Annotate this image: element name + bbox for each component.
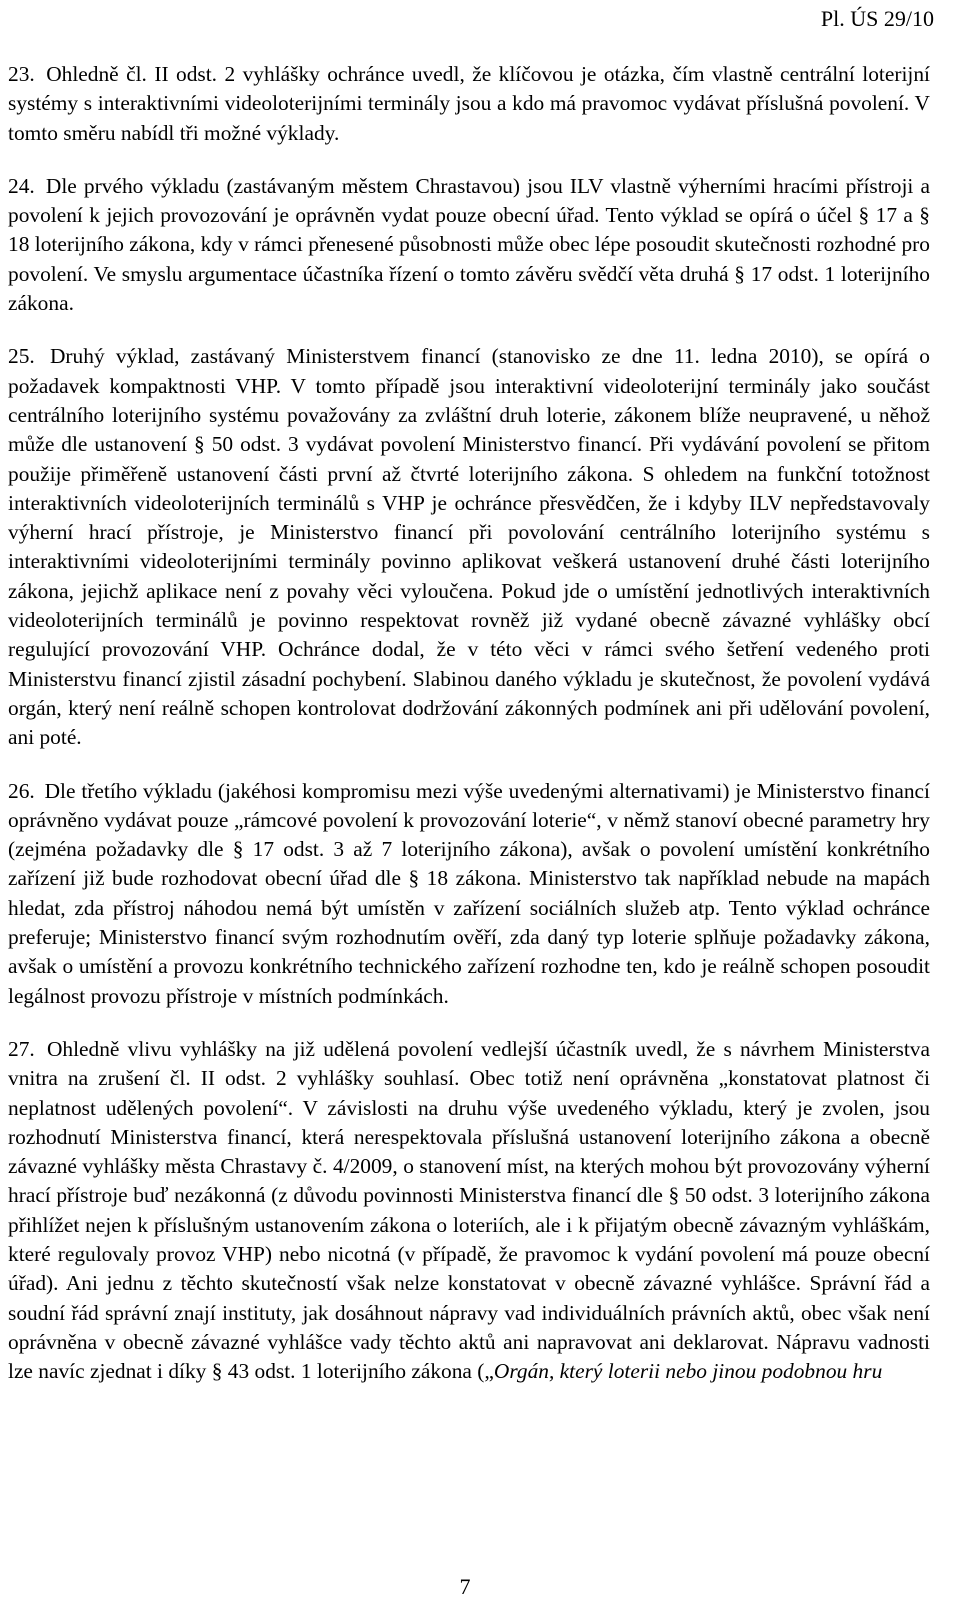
paragraph-number: 24. xyxy=(8,173,35,198)
paragraph-text: Ohledně vlivu vyhlášky na již udělená povolení vedlejší účastník uvedl, že s návrhem Ministerstva vnitra na zrušení čl. II odst. 2 vyhlášky souhlasí. Obec totiž není oprávněna „konstatovat platnost či neplatnost udělených povolení“. V závislosti na druhu výše uvedeného výkladu, který je zvolen, jsou rozhodnutí Ministerstva financí, která nerespektovala příslušná ustanovení loterijního zákona a obecně závazné vyhlášky města Chrastavy č. 4/2009, o stanovení míst, na kterých mohou být provozovány výherní hrací přístroje buď nezákonná (z důvodu povinnosti Ministerstva financí dle § 50 odst. 3 loterijního zákona přihlížet nejen k příslušným ustanovením zákona o loteriích, ale i k přijatým obecně závazným vyhláškám, které regulovaly provoz VHP) nebo nicotná (v případě, že pravomoc k vydání povolení má pouze obecní úřad). Ani jednu z těchto skutečností však nelze konstatovat v obecně závazné vyhlášce. Správní řád a soudní řád správní znají instituty, jak dosáhnout nápravy vad individuálních právních aktů, obec však není oprávněna v obecně závazné vyhlášce vady těchto aktů ani napravovat ani deklarovat. Nápravu vadnosti lze navíc zjednat i díky § 43 odst. 1 loterijního zákona („ xyxy=(8,1036,930,1384)
paragraph-text: Druhý výklad, zastávaný Ministerstvem financí (stanovisko ze dne 11. ledna 2010), se opírá o požadavek kompaktnosti VHP. V tomto případě jsou interaktivní videoloterijní terminály jako součást centrálního loterijního systému považovány za zvláštní druh loterie, zákonem blíže neupravené, u něhož může dle ustanovení § 50 odst. 3 vydávat povolení Ministerstvo financí. Při vydávání povolení se přitom použije přiměřeně ustanovení části první až čtvrté loterijního zákona. S ohledem na funkční totožnost interaktivních videoloterijních terminálů s VHP je ochránce přesvědčen, že i kdyby ILV nepředstavovaly výherní hrací přístroje, je Ministerstvo financí při povolování centrálního loterijního systému s interaktivními videoloterijními terminály povinno aplikovat veškerá ustanovení druhé části loterijního zákona, jejichž aplikace není z povahy věci vyloučena. Pokud jde o umístění jednotlivých interaktivních videoloterijních terminálů je povinno respektovat rovněž již vydané obecně závazné vyhlášky obcí regulující provozování VHP. Ochránce dodal, že v této věci v rámci svého šetření vedeného proti Ministerstvu financí zjistil zásadní pochybení. Slabinou daného výkladu je skutečnost, že povolení vydává orgán, který není reálně schopen kontrolovat dodržování zákonných podmínek ani při udělování povolení, ani poté. xyxy=(8,344,930,750)
paragraph-27 xyxy=(8,1035,930,1387)
paragraph-23 xyxy=(8,60,930,148)
paragraph-text: Dle třetího výkladu (jakéhosi kompromisu mezi výše uvedenými alternativami) je Ministerstvo financí oprávněno vydávat pouze „rámcové povolení k provozování loterie“, v němž stanoví obecné parametry hry (zejména požadavky dle § 17 odst. 3 až 7 loterijního zákona), avšak o povolení umístění konkrétního zařízení již bude rozhodovat obecní úřad dle § 18 zákona. Ministerstvo tak například nebude na mapách hledat, zda přístroj náhodou nemá být umístěn v zařízení sociálních služeb atp. Tento výklad ochránce preferuje; Ministerstvo financí svým rozhodnutím ověří, zda daný typ loterie splňuje požadavky zákona, avšak o umístění a provozu konkrétního technického zařízení rozhodne ten, kdo je reálně schopen posoudit legálnost provozu přístroje v místních podmínkách. xyxy=(8,778,930,1008)
paragraph-number: 23. xyxy=(8,62,35,86)
paragraph-25 xyxy=(8,342,930,752)
paragraph-text: Ohledně čl. II odst. 2 vyhlášky ochránce uvedl, že klíčovou je otázka, čím vlastně centrální loterijní systémy s interaktivními videoloterijními terminály jsou a kdo má pravomoc vydávat příslušná povolení. V tomto směru nabídl tři možné výklady. xyxy=(8,62,930,145)
paragraph-number: 25. xyxy=(8,344,35,369)
paragraph-number: 27. xyxy=(8,1036,35,1061)
document-reference: Pl. ÚS 29/10 xyxy=(820,6,934,31)
paragraph-24 xyxy=(8,172,930,318)
page-number: 7 xyxy=(459,1574,471,1599)
paragraph-text: Dle prvého výkladu (zastávaným městem Chrastavou) jsou ILV vlastně výherními hracími přístroji a povolení k jejich provozování je oprávněn vydat pouze obecní úřad. Tento výklad se opírá o účel § 17 a § 18 loterijního zákona, kdy v rámci přenesené působnosti může obec lépe posoudit skutečnosti rozhodné pro povolení. Ve smyslu argumentace účastníka řízení o tomto závěru svědčí věta druhá § 17 odst. 1 loterijního zákona. xyxy=(8,173,930,316)
paragraph-italic-quote: Orgán, který loterii nebo jinou podobnou hru xyxy=(493,1359,883,1384)
document-body xyxy=(8,60,930,1410)
paragraph-number: 26. xyxy=(8,778,35,803)
paragraph-26 xyxy=(8,777,930,1011)
